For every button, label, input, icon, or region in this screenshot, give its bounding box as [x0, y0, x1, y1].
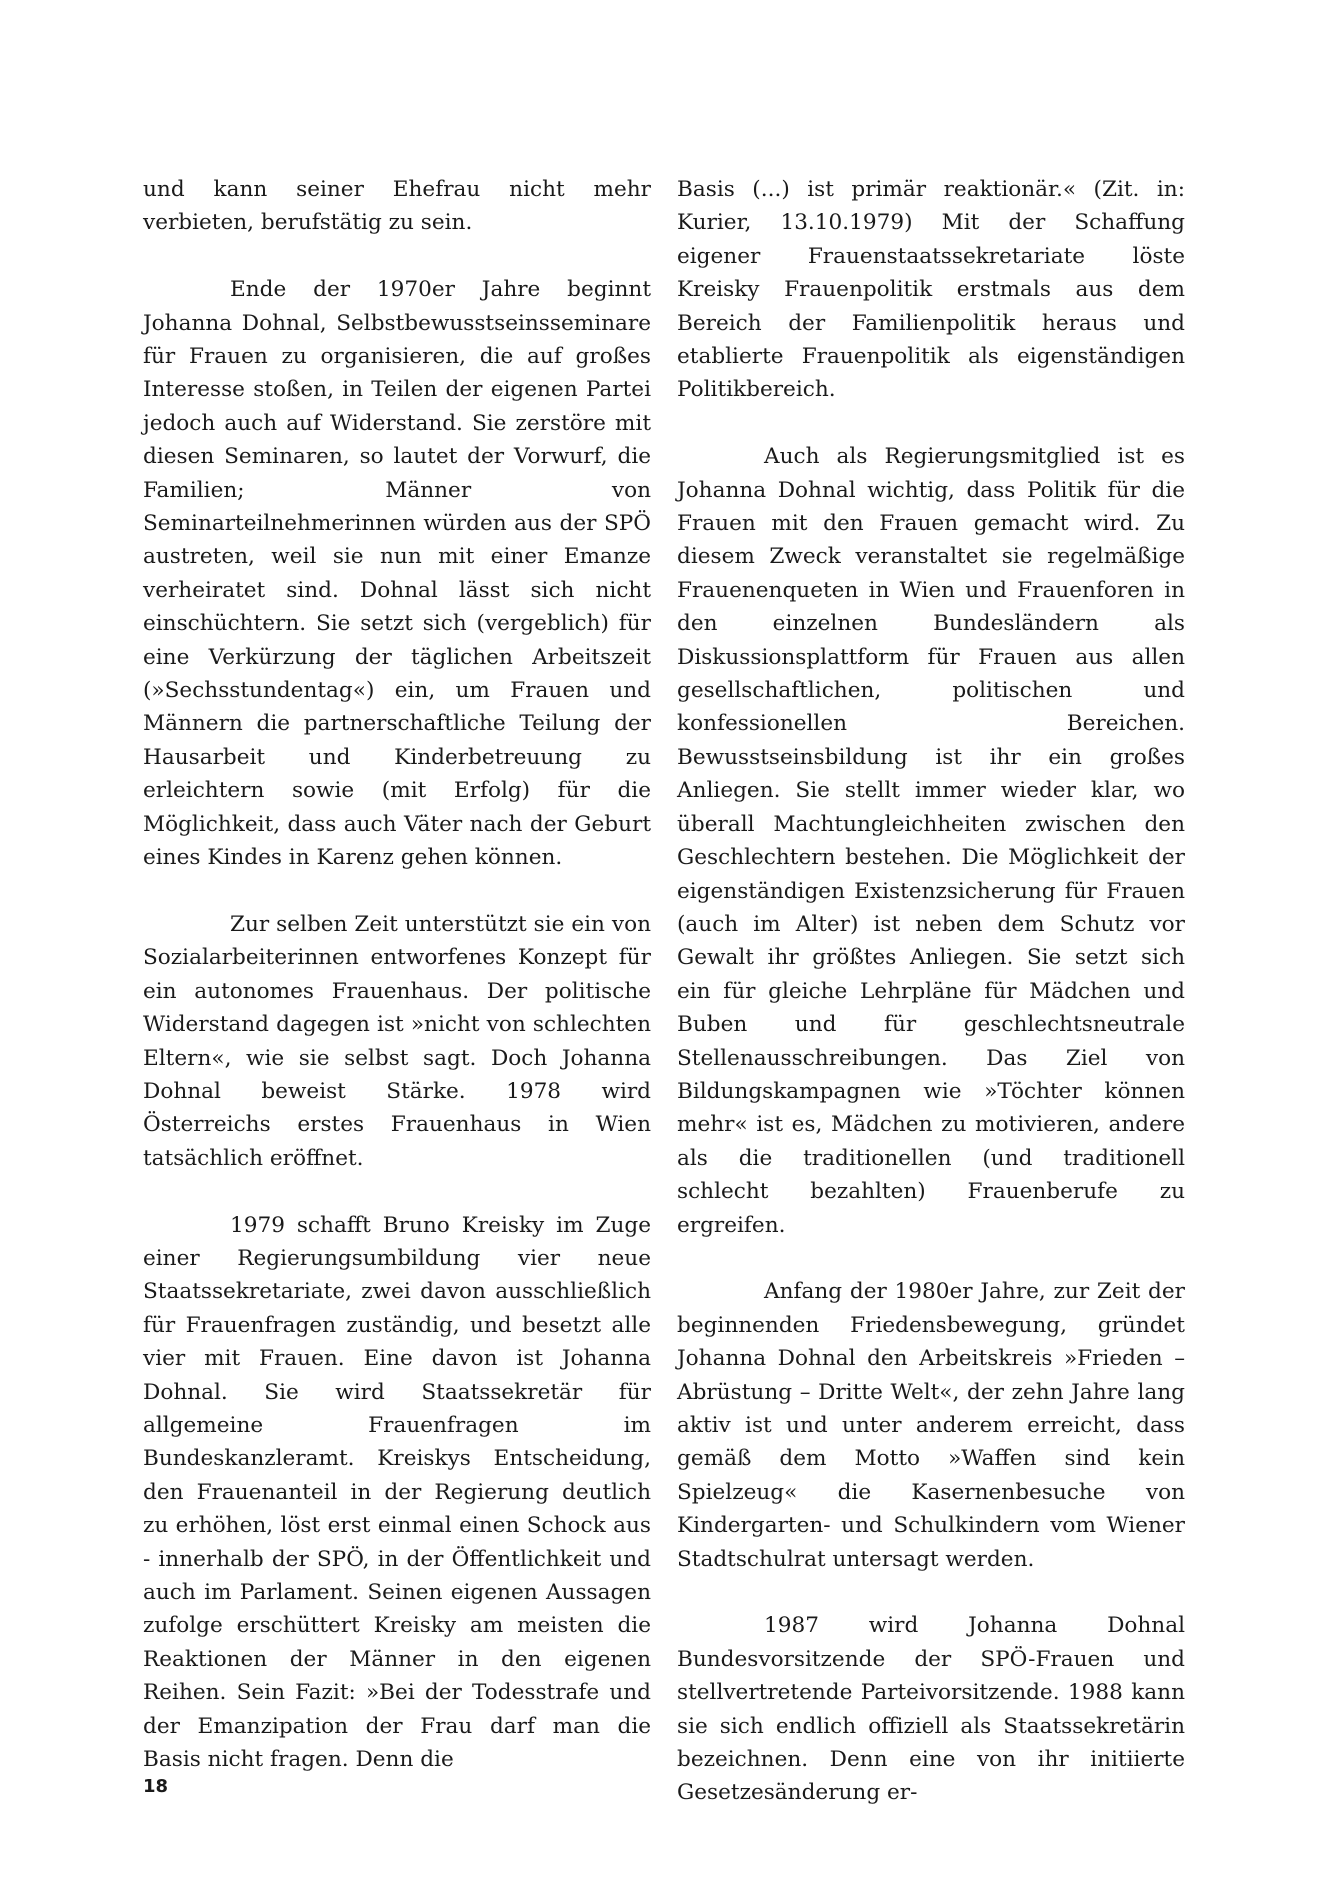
- paragraph: Zur selben Zeit unterstützt sie ein von Sozialarbeiterinnen entworfenes Konzept für ein autonomes Frauenhaus. Der politische Widerstand dagegen ist »nicht von schlechten Eltern«, wie sie selbst sagt. Doch Johanna Dohnal beweist Stärke. 1978 wird Österreichs erstes Frauenhaus in Wien tatsächlich eröffnet.: [143, 911, 651, 1171]
- paragraph: 1987 wird Johanna Dohnal Bundesvorsitzende der SPÖ-Frauen und stellvertretende Parteivorsitzende. 1988 kann sie sich endlich offiziell als Staatssekretärin bezeichnen. Denn eine von ihr initiierte Gesetzesänderung er-: [677, 1613, 1185, 1806]
- paragraph: 1979 schafft Bruno Kreisky im Zuge einer Regierungsumbildung vier neue Staatssekretariate, zwei davon ausschließlich für Frauenfragen zuständig, und besetzt alle vier mit Frauen. Eine davon ist Johanna Dohnal. Sie wird Staatssekretär für allgemeine Frauenfragen im Bundeskanzleramt. Kreiskys Entscheidung, den Frauenanteil in der Regierung deutlich zu erhöhen, löst erst einmal einen Schock aus - innerhalb der SPÖ, in der Öffentlichkeit und auch im Parlament. Seinen eigenen Aussagen zufolge erschüttert Kreisky am meisten die Reaktionen der Männer in den eigenen Reihen. Sein Fazit: »Bei der Todesstrafe und der Emanzipation der Frau darf man die Basis nicht fragen. Denn die: [143, 1212, 651, 1773]
- page-number: 18: [143, 1776, 169, 1797]
- paragraph: Ende der 1970er Jahre beginnt Johanna Dohnal, Selbstbewusstseinsseminare für Frauen zu organisieren, die auf großes Interesse stoßen, in Teilen der eigenen Partei jedoch auch auf Widerstand. Sie zerstöre mit diesen Seminaren, so lautet der Vorwurf, die Familien; Männer von Seminarteilnehmerinnen würden aus der SPÖ austreten, weil sie nun mit einer Emanze verheiratet sind. Dohnal lässt sich nicht einschüchtern. Sie setzt sich (vergeblich) für eine Verkürzung der täglichen Arbeitszeit (»Sechsstundentag«) ein, um Frauen und Männern die partnerschaftliche Teilung der Hausarbeit und Kinderbetreuung zu erleichtern sowie (mit Erfolg) für die Möglichkeit, dass auch Väter nach der Geburt eines Kindes in Karenz gehen können.: [143, 277, 651, 871]
- paragraph: Auch als Regierungsmitglied ist es Johanna Dohnal wichtig, dass Politik für die Frauen mit den Frauen gemacht wird. Zu diesem Zweck veranstaltet sie regelmäßige Frauenenqueten in Wien und Frauenforen in den einzelnen Bundesländern als Diskussionsplattform für Frauen aus allen gesellschaftlichen, politischen und konfessionellen Bereichen. Bewusstseinsbildung ist ihr ein großes Anliegen. Sie stellt immer wieder klar, wo überall Machtungleichheiten zwischen den Geschlechtern bestehen. Die Möglichkeit der eigenständigen Existenzsicherung für Frauen (auch im Alter) ist neben dem Schutz vor Gewalt ihr größtes Anliegen. Sie setzt sich ein für gleiche Lehrpläne für Mädchen und Buben und für geschlechtsneutrale Stellenausschreibungen. Das Ziel von Bildungskampagnen wie »Töchter können mehr« ist es, Mädchen zu motivieren, andere als die traditionellen (und traditionell schlecht bezahlten) Frauenberufe zu ergreifen.: [677, 444, 1185, 1238]
- paragraph: und kann seiner Ehefrau nicht mehr verbieten, berufstätig zu sein.: [143, 177, 651, 236]
- paragraph: Basis (...) ist primär reaktionär.« (Zit. in: Kurier, 13.10.1979) Mit der Schaffung eigener Frauenstaatssekretariate löste Kreisky Frauenpolitik erstmals aus dem Bereich der Familienpolitik heraus und etablierte Frauenpolitik als eigenständigen Politikbereich.: [677, 177, 1185, 403]
- left-text-column: [143, 173, 651, 1810]
- right-text-column: [677, 173, 1185, 1843]
- paragraph: Anfang der 1980er Jahre, zur Zeit der beginnenden Friedensbewegung, gründet Johanna Dohnal den Arbeitskreis »Frieden – Abrüstung – Dritte Welt«, der zehn Jahre lang aktiv ist und unter anderem erreicht, dass gemäß dem Motto »Waffen sind kein Spielzeug« die Kasernenbesuche von Kindergarten- und Schulkindern vom Wiener Stadtschulrat untersagt werden.: [677, 1279, 1185, 1572]
